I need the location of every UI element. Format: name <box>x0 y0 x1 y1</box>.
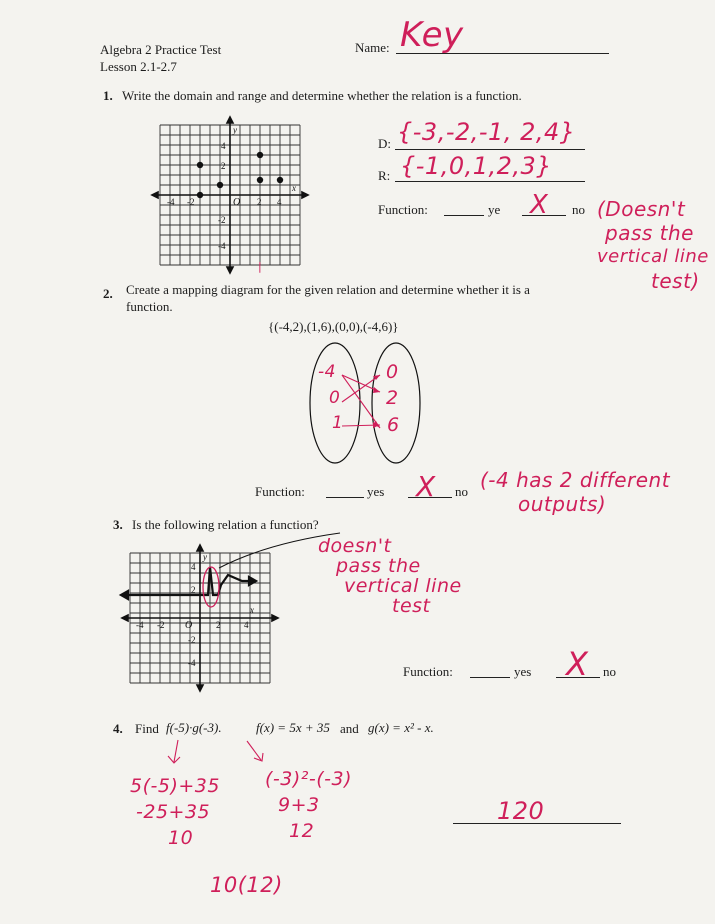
q1-range-answer: {-1,0,1,2,3} <box>400 152 553 180</box>
q2-domain-value: 1 <box>332 413 344 433</box>
q1-tick: 4 <box>277 197 282 207</box>
q1-number: 1. <box>103 88 113 103</box>
q1-note-line: (Doesn't <box>597 197 686 221</box>
q1-y-label: y <box>233 125 237 135</box>
q3-tick: -2 <box>157 620 165 630</box>
q1-stray-mark: | <box>258 260 263 273</box>
q3-y-label: y <box>203 552 207 562</box>
q4-expression: f(-5)·g(-3). <box>166 720 222 735</box>
q1-tick: -2 <box>187 197 195 207</box>
q3-tick: 2 <box>216 620 221 630</box>
q2-range-value: 2 <box>386 387 399 409</box>
q4-find-label: Find <box>135 721 159 736</box>
q2-note-line: outputs) <box>518 492 607 516</box>
q4-and-label: and <box>340 721 359 736</box>
q2-relation: {(-4,2),(1,6),(0,0),(-4,6)} <box>268 319 399 334</box>
q4-work-g-line: (-3)²-(-3) <box>265 768 353 790</box>
q4-f-definition: f(x) = 5x + 35 <box>256 720 330 735</box>
q2-range-value: 6 <box>387 414 400 436</box>
q1-yes-label: ye <box>488 202 501 217</box>
q1-tick: 2 <box>257 197 262 207</box>
q3-note-line: vertical line <box>344 575 462 597</box>
q1-range-label: R: <box>378 168 391 183</box>
q4-arrow-g <box>247 741 261 760</box>
q1-domain-label: D: <box>378 136 391 151</box>
q1-no-label: no <box>572 202 585 217</box>
q2-domain-value: -4 <box>318 362 336 382</box>
q3-note-line: doesn't <box>318 535 392 557</box>
q3-origin-label: O <box>185 620 193 631</box>
q3-tick: 2 <box>191 585 196 595</box>
q1-tick: 4 <box>221 141 226 151</box>
q1-domain-answer: {-3,-2,-1, 2,4} <box>397 118 576 146</box>
q2-note-line: (-4 has 2 different <box>480 468 671 492</box>
q3-no-mark: X <box>566 645 589 683</box>
q3-tick: 4 <box>191 562 196 572</box>
q4-work-g-line: 12 <box>289 820 315 842</box>
name-answer: Key <box>400 15 464 55</box>
q3-tick: -2 <box>188 635 196 645</box>
q4-number: 4. <box>113 721 123 736</box>
q4-arrow-f <box>174 740 178 762</box>
q1-origin-label: O <box>233 197 241 208</box>
q1-note-line: vertical line <box>597 246 709 267</box>
q1-tick: -4 <box>218 241 226 251</box>
q1-no-mark: X <box>530 190 549 220</box>
q4-g-definition: g(x) = x² - x. <box>368 720 434 735</box>
q2-yes-label: yes <box>367 484 385 499</box>
q1-function-label: Function: <box>378 202 428 217</box>
q2-prompt: Create a mapping diagram for the given relation and determine whether it is a <box>126 282 530 297</box>
q2-no-label: no <box>455 484 468 499</box>
q3-yes-label: yes <box>514 664 532 679</box>
q3-tick: -4 <box>136 620 144 630</box>
q1-x-label: x <box>292 183 296 193</box>
q2-prompt-cont: function. <box>126 299 173 314</box>
q3-tick: -4 <box>188 658 196 668</box>
lesson-label: Lesson 2.1-2.7 <box>100 59 177 74</box>
q4-work-f-line: 10 <box>168 827 194 849</box>
q1-tick: -4 <box>167 197 175 207</box>
q3-x-label: x <box>250 605 254 615</box>
q3-prompt: Is the following relation a function? <box>132 517 319 532</box>
q4-work-g <box>265 766 385 844</box>
worksheet-title: Algebra 2 Practice Test <box>100 42 222 57</box>
q4-work-g-line: 9+3 <box>278 794 320 816</box>
q3-function-label: Function: <box>403 664 453 679</box>
q4-work-f <box>130 773 260 851</box>
q2-number: 2. <box>103 286 113 301</box>
q3-tick: 4 <box>244 620 249 630</box>
q3-note-line: test <box>392 595 431 617</box>
q2-function-label: Function: <box>255 484 305 499</box>
q4-work-f-line: 5(-5)+35 <box>130 775 220 797</box>
q1-prompt: Write the domain and range and determine whether the relation is a function. <box>122 88 522 103</box>
q1-tick: -2 <box>218 215 226 225</box>
q2-domain-value: 0 <box>329 388 341 408</box>
q3-no-label: no <box>603 664 616 679</box>
name-label: Name: <box>355 40 390 55</box>
q2-no-mark: X <box>416 470 436 503</box>
q3-number: 3. <box>113 517 123 532</box>
q1-tick: 2 <box>221 161 226 171</box>
q1-note-line: pass the <box>605 221 694 245</box>
q4-work-product: 10(12) <box>210 873 283 897</box>
q1-note-line: test) <box>651 269 700 293</box>
q4-answer: 120 <box>497 797 545 825</box>
q4-work-f-line: -25+35 <box>136 801 211 823</box>
q2-range-value: 0 <box>386 361 399 383</box>
q3-note-line: pass the <box>336 555 421 577</box>
